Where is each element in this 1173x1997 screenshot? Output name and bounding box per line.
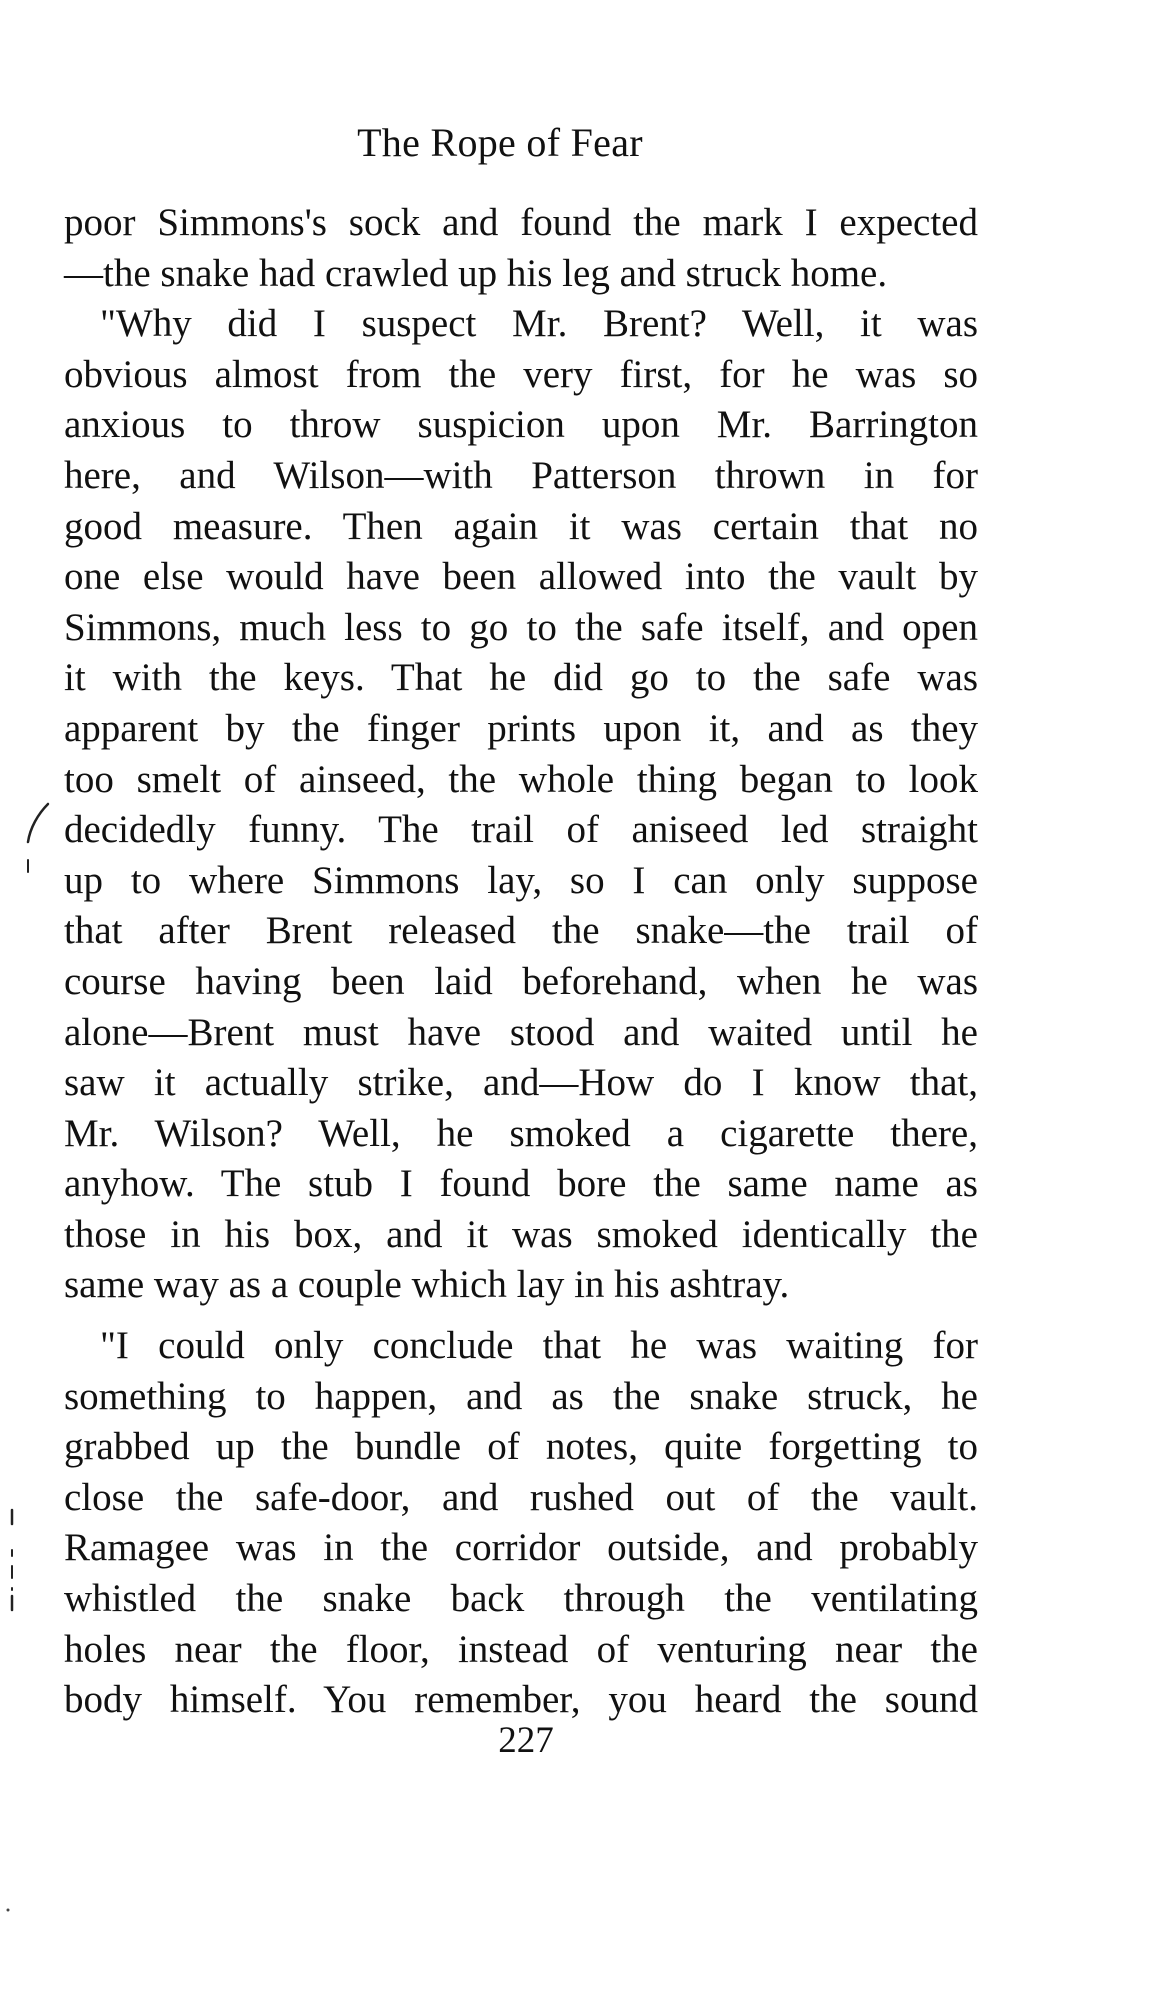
text-line: same way as a couple which lay in his ashtray. (64, 1263, 790, 1307)
pencil-bracket-mark (18, 800, 58, 880)
text-line: Ramagee was in the corridor outside, and probably (64, 1526, 978, 1570)
text-line: that after Brent released the snake—the trail of (64, 909, 978, 953)
running-head: The Rope of Fear (357, 120, 643, 165)
text-line: course having been laid beforehand, when he was (64, 959, 978, 1003)
text-line: good measure. Then again it was certain that no (64, 504, 978, 548)
text-line: "I could only conclude that he was waiting for (100, 1324, 978, 1368)
text-line: grabbed up the bundle of notes, quite forgetting to (64, 1425, 978, 1469)
text-line: poor Simmons's sock and found the mark I expected (64, 201, 978, 244)
text-line: anyhow. The stub I found bore the same name as (64, 1162, 978, 1206)
text-line: up to where Simmons lay, so I can only suppose (64, 858, 978, 902)
text-line: alone—Brent must have stood and waited until he (64, 1010, 978, 1054)
paragraph-2 (64, 299, 978, 1311)
text-line: those in his box, and it was smoked identically the (64, 1212, 978, 1256)
text-line: Simmons, much less to go to the safe itself, and open (64, 605, 978, 649)
text-line: body himself. You remember, you heard the sound (64, 1678, 978, 1722)
text-line: decidedly funny. The trail of aniseed led straight (64, 808, 978, 852)
text-line: holes near the floor, instead of venturing near the (64, 1627, 978, 1671)
paragraph-1 (64, 198, 978, 299)
text-line: apparent by the finger prints upon it, and as they (64, 706, 978, 750)
text-line: something to happen, and as the snake struck, he (64, 1374, 978, 1418)
text-line: Mr. Wilson? Well, he smoked a cigarette there, (64, 1111, 978, 1155)
text-line: whistled the snake back through the ventilating (64, 1577, 978, 1621)
paragraph-3 (64, 1321, 978, 1726)
text-line: anxious to throw suspicion upon Mr. Barrington (64, 403, 978, 447)
stray-dot-mark (4, 1906, 14, 1916)
text-line: close the safe-door, and rushed out of the vault. (64, 1475, 978, 1519)
text-line: —the snake had crawled up his leg and struck home. (64, 251, 888, 295)
text-line: "Why did I suspect Mr. Brent? Well, it was (100, 302, 978, 346)
text-line: obvious almost from the very first, for he was so (64, 352, 978, 396)
body-text (64, 198, 978, 1726)
text-line: saw it actually strike, and—How do I know that, (64, 1061, 978, 1105)
text-line: here, and Wilson—with Patterson thrown in for (64, 453, 978, 497)
page-number: 227 (498, 1720, 554, 1761)
pencil-tick-marks (4, 1500, 24, 1620)
text-line: too smelt of ainseed, the whole thing began to look (64, 757, 978, 801)
text-line: one else would have been allowed into the vault by (64, 555, 978, 599)
text-line: it with the keys. That he did go to the safe was (64, 656, 978, 700)
paragraph-gap (64, 1311, 978, 1321)
